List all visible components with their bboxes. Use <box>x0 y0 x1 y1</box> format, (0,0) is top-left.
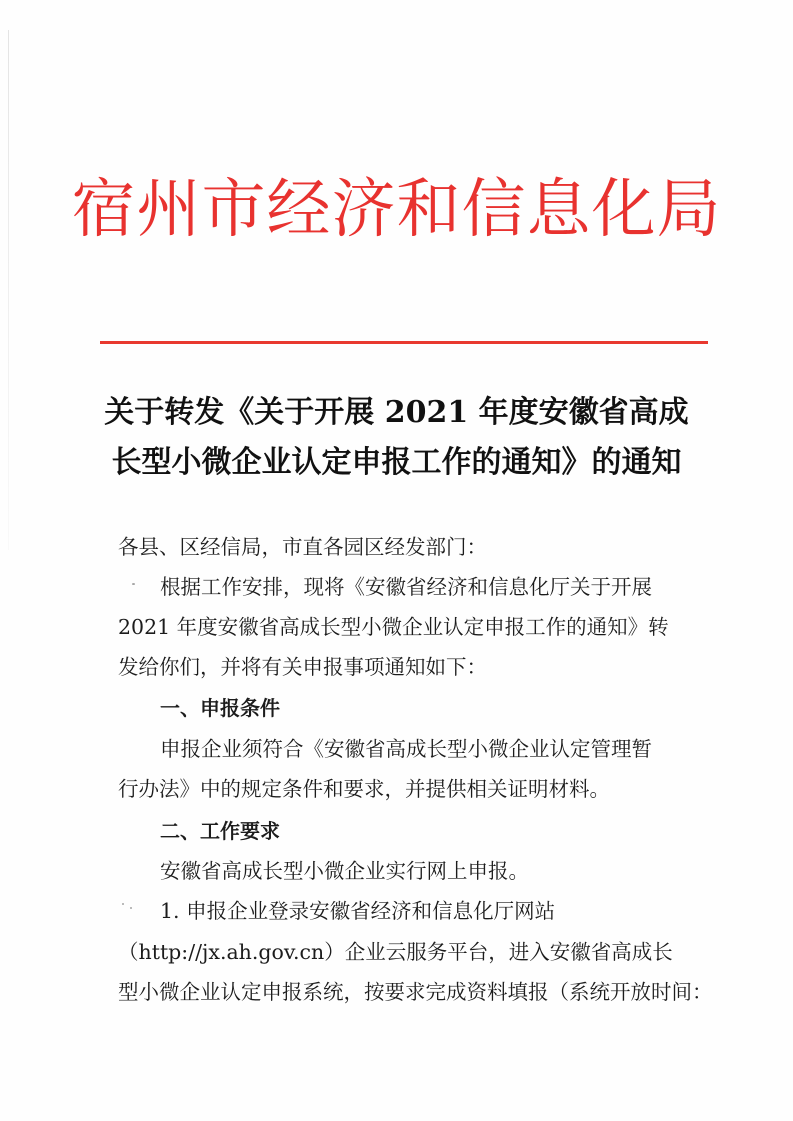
intro-line-1: 根据工作安排，现将《安徽省经济和信息化厅关于开展 <box>160 575 652 599</box>
section-2-line-1: 安徽省高成长型小微企业实行网上申报。 <box>160 859 529 883</box>
section-1-line-1: 申报企业须符合《安徽省高成长型小微企业认定管理暂 <box>160 737 652 761</box>
section-1-heading: 一、申报条件 <box>160 696 280 720</box>
section-2-item-1-line-3: 型小微企业认定申报系统，按要求完成资料填报（系统开放时间： <box>118 980 713 1004</box>
scan-speck <box>130 907 132 909</box>
letterhead-red-rule <box>100 341 708 344</box>
scan-speck <box>122 903 124 905</box>
section-2-item-1-line-1: 1. 申报企业登录安徽省经济和信息化厅网站 <box>160 899 556 923</box>
section-2-heading: 二、工作要求 <box>160 819 280 843</box>
scan-speck <box>132 583 135 585</box>
document-title <box>0 388 793 488</box>
salutation: 各县、区经信局，市直各园区经发部门： <box>118 535 487 559</box>
intro-line-2: 2021 年度安徽省高成长型小微企业认定申报工作的通知》转 <box>118 615 669 639</box>
letterhead-organization: 宿州市经济和信息化局 <box>71 173 722 247</box>
intro-line-3: 发给你们，并将有关申报事项通知如下： <box>118 655 487 679</box>
section-1-line-2: 行办法》中的规定条件和要求，并提供相关证明材料。 <box>118 777 610 801</box>
section-2-item-1-line-2: （http://jx.ah.gov.cn）企业云服务平台，进入安徽省高成长 <box>118 940 673 964</box>
document-title-line-2: 长型小微企业认定申报工作的通知》的通知 <box>111 445 682 480</box>
document-title-line-1: 关于转发《关于开展 2021 年度安徽省高成 <box>104 395 689 430</box>
